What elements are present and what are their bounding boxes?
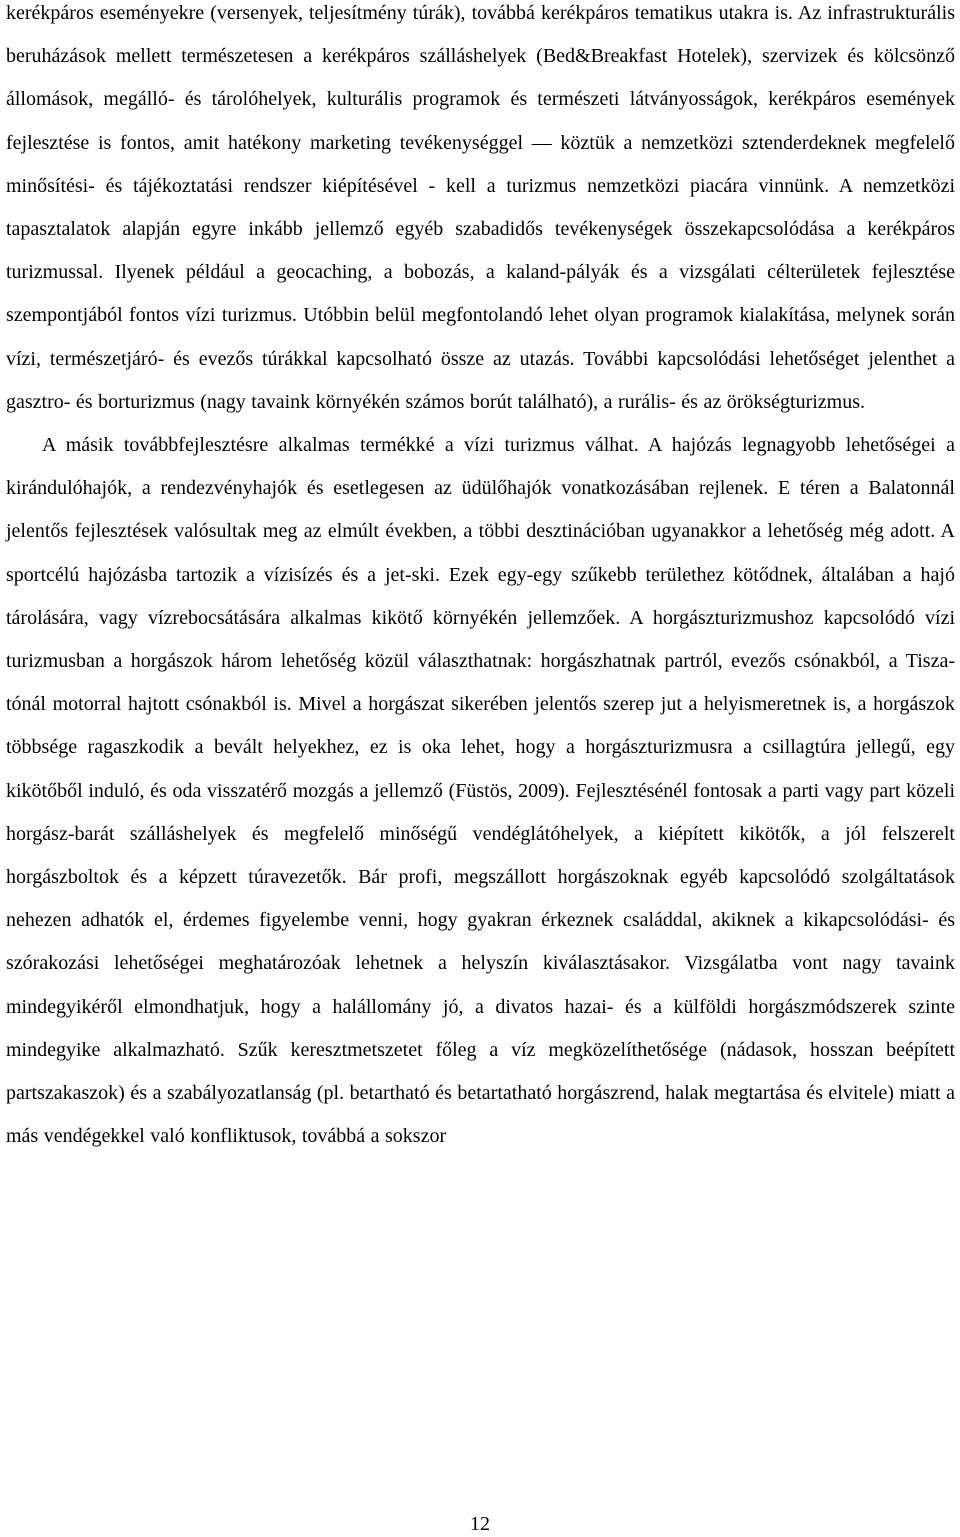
body-text — [6, 0, 955, 1158]
page-number: 12 — [470, 1513, 490, 1535]
paragraph-1: kerékpáros eseményekre (versenyek, teljesítmény túrák), továbbá kerékpáros tematikus utakra is. Az infrastrukturális beruházások mellett természetesen a kerékpáros szálláshelyek (Bed&Breakfast Hotelek), szervizek és kölcsönző állomások, megálló- és tárolóhelyek, kulturális programok és természeti látványosságok, kerékpáros események fejlesztése is fontos, amit hatékony marketing tevékenységgel ― köztük a nemzetközi sztenderdeknek megfelelő minősítési- és tájékoztatási rendszer kiépítésével - kell a turizmus nemzetközi piacára vinnünk. A nemzetközi tapasztalatok alapján egyre inkább jellemző egyéb szabadidős tevékenységek összekapcsolódása a kerékpáros turizmussal. Ilyenek például a geocaching, a bobozás, a kaland-pályák és a vizsgálati célterületek fejlesztése szempontjából fontos vízi turizmus. Utóbbin belül megfontolandó lehet olyan programok kialakítása, melynek során vízi, természetjáró- és evezős túrákkal kapcsolható össze az utazás. További kapcsolódási lehetőséget jelenthet a gasztro- és borturizmus (nagy tavaink környékén számos borút található), a rurális- és az örökségturizmus. — [6, 2, 955, 413]
paragraph-2: A másik továbbfejlesztésre alkalmas termékké a vízi turizmus válhat. A hajózás legnagyobb lehetőségei a kirándulóhajók, a rendezvényhajók és esetlegesen az üdülőhajók vonatkozásában rejlenek. E téren a Balatonnál jelentős fejlesztések valósultak meg az elmúlt években, a többi desztinációban ugyanakkor a lehetőség még adott. A sportcélú hajózásba tartozik a vízisízés és a jet-ski. Ezek egy-egy szűkebb területhez kötődnek, általában a hajó tárolására, vagy vízrebocsátására alkalmas kikötő környékén jellemzőek. A horgászturizmushoz kapcsolódó vízi turizmusban a horgászok három lehetőség közül választhatnak: horgászhatnak partról, evezős csónakból, a Tisza-tónál motorral hajtott csónakból is. Mivel a horgászat sikerében jelentős szerep jut a helyismeretnek is, a horgászok többsége ragaszkodik a bevált helyekhez, ez is oka lehet, hogy a horgászturizmusra a csillagtúra jellegű, egy kikötőből induló, és oda visszatérő mozgás a jellemző (Füstös, 2009). Fejlesztésénél fontosak a parti vagy part közeli horgász-barát szálláshelyek és megfelelő minőségű vendéglátóhelyek, a kiépített kikötők, a jól felszerelt horgászboltok és a képzett túravezetők. Bár profi, megszállott horgászoknak egyéb kapcsolódó szolgáltatások nehezen adhatók el, érdemes figyelembe venni, hogy gyakran érkeznek családdal, akiknek a kikapcsolódási- és szórakozási lehetőségei meghatározóak lehetnek a helyszín kiválasztásakor. Vizsgálatba vont nagy tavaink mindegyikéről elmondhatjuk, hogy a halállomány jó, a divatos hazai- és a külföldi horgászmódszerek szinte mindegyike alkalmazható. Szűk keresztmetszetet főleg a víz megközelíthetősége (nádasok, hosszan beépített partszakaszok) és a szabályozatlanság (pl. betartható és betartatható horgászrend, halak megtartása és elvitele) miatt a más vendégekkel való konfliktusok, továbbá a sokszor — [6, 434, 955, 1148]
